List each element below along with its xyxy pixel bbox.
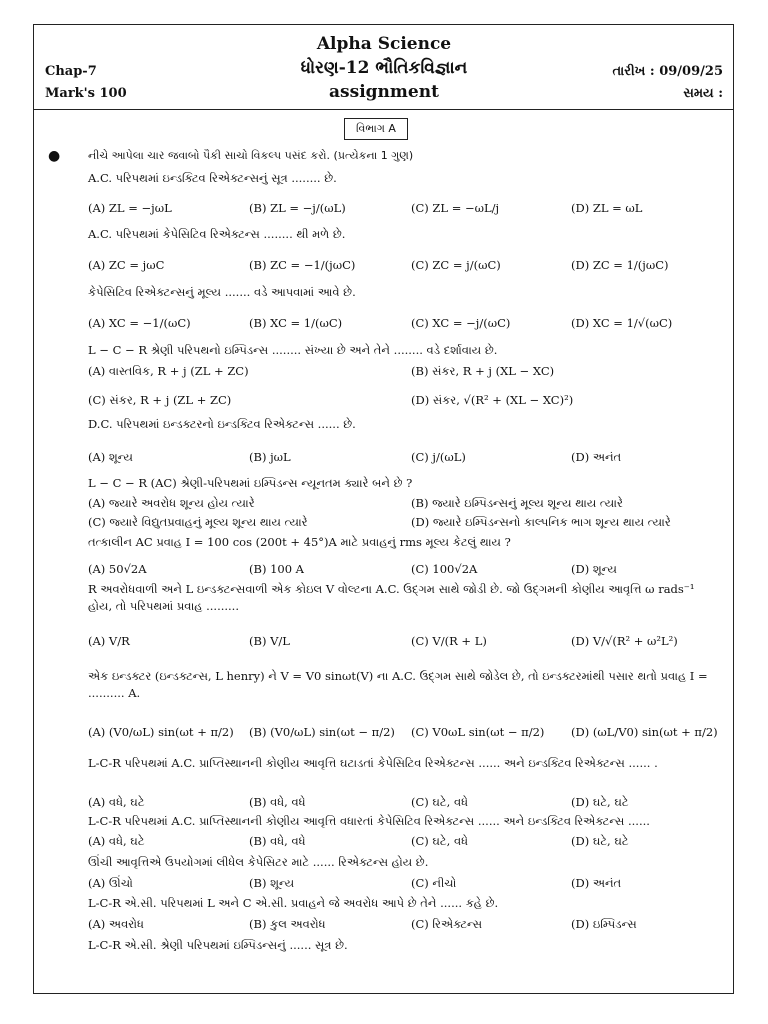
option-a: (A) વાસ્તવિક, R + j (ZL + ZC) bbox=[88, 364, 249, 378]
question-text: R અવરોધવાળી અને L ઇન્ડક્ટન્સવાળી એક કોઇલ V વોલ્ટના A.C. ઉદ્ગમ સાથે જોડી છે. જો ઉદ્ગમની કોણીય આવૃત્તિ ω rads⁻¹ હોય, તો પરિપથમાં પ્રવાહ ......... bbox=[88, 582, 695, 613]
option-a: (A) અવરોધ bbox=[88, 917, 144, 931]
option-c: (C) ઘટે, વધે bbox=[411, 795, 469, 809]
option-a: (A) (V0/ωL) sin(ωt + π/2) bbox=[88, 725, 234, 739]
option-d: (D) શૂન્ય bbox=[571, 562, 617, 576]
option-a: (A) XC = −1/(ωC) bbox=[88, 316, 191, 330]
option-b: (B) ZL = −j/(ωL) bbox=[249, 201, 346, 215]
question-text: L-C-R એ.સી. શ્રેણી પરિપથમાં ઇમ્પિડન્સનું ...... સૂત્ર છે. bbox=[88, 938, 348, 952]
question-text: L-C-R એ.સી. પરિપથમાં L અને C એ.સી. પ્રવાહને જે અવરોધ આપે છે તેને ...... કહે છે. bbox=[88, 896, 499, 910]
option-c: (C) નીચો bbox=[411, 876, 457, 890]
option-c: (C) V/(R + L) bbox=[411, 634, 487, 648]
instruction-text: નીચે આપેલા ચાર જવાબો પૈકી સાચો વિકલ્પ પસંદ કરો. (પ્રત્યેકના 1 ગુણ) bbox=[88, 149, 414, 162]
marks-label: Mark's 100 bbox=[45, 86, 127, 101]
question-text: A.C. પરિપથમાં કેપેસિટિવ રિએક્ટન્સ ........ થી મળે છે. bbox=[88, 227, 346, 241]
bullet-icon: ● bbox=[48, 148, 61, 164]
option-c: (C) ઘટે, વધે bbox=[411, 834, 469, 848]
option-b: (B) (V0/ωL) sin(ωt − π/2) bbox=[249, 725, 395, 739]
option-a: (A) 50√2A bbox=[88, 562, 147, 576]
option-a: (A) વધે, ઘટે bbox=[88, 795, 145, 809]
option-b: (B) કુલ અવરોધ bbox=[249, 917, 326, 931]
question-text: ઊંચી આવૃત્તિએ ઉપયોગમાં લીધેલ કેપેસિટર માટે ...... રિએક્ટન્સ હોય છે. bbox=[88, 855, 429, 869]
option-d: (D) અનંત bbox=[571, 876, 622, 890]
question-text: A.C. પરિપથમાં ઇન્ડક્ટિવ રિએક્ટન્સનું સૂત્ર ........ છે. bbox=[88, 171, 337, 185]
question-text: કેપેસિટિવ રિએક્ટન્સનું મૂલ્ય ....... વડે આપવામાં આવે છે. bbox=[88, 285, 356, 299]
option-a: (A) ઊંચો bbox=[88, 876, 133, 890]
option-d: (D) સંકર, √(R² + (XL − XC)²) bbox=[411, 393, 574, 407]
option-c: (C) ZC = j/(ωC) bbox=[411, 258, 501, 272]
option-b: (B) જ્યારે ઇમ્પિડન્સનું મૂલ્ય શૂન્ય થાય ત્યારે bbox=[411, 496, 623, 510]
option-d: (D) અનંત bbox=[571, 450, 622, 464]
option-c: (C) ZL = −ωL/j bbox=[411, 201, 500, 215]
option-b: (B) ZC = −1/(jωC) bbox=[249, 258, 356, 272]
option-a: (A) શૂન્ય bbox=[88, 450, 133, 464]
option-c: (C) 100√2A bbox=[411, 562, 478, 576]
option-c: (C) રિએક્ટન્સ bbox=[411, 917, 483, 931]
option-d: (D) ZL = ωL bbox=[571, 201, 643, 215]
option-d: (D) (ωL/V0) sin(ωt + π/2) bbox=[571, 725, 718, 739]
option-b: (B) વધે, વધે bbox=[249, 834, 306, 848]
chapter-label: Chap-7 bbox=[45, 64, 97, 79]
subject-title: ધોરણ-12 ભૌતિકવિજ્ઞાન bbox=[300, 58, 468, 78]
option-d: (D) XC = 1/√(ωC) bbox=[571, 316, 673, 330]
option-d: (D) V/√(R² + ω²L²) bbox=[571, 634, 678, 648]
option-b: (B) V/L bbox=[249, 634, 290, 648]
option-c: (C) જ્યારે વિદ્યુતપ્રવાહનું મૂલ્ય શૂન્ય થાય ત્યારે bbox=[88, 515, 308, 529]
option-a: (A) V/R bbox=[88, 634, 130, 648]
question-text: L − C − R શ્રેણી પરિપથનો ઇમ્પિડન્સ ........ સંખ્યા છે અને તેને ........ વડે દર્શાવાય છે. bbox=[88, 343, 498, 357]
section-label: વિભાગ A bbox=[344, 118, 408, 140]
header-divider bbox=[33, 109, 734, 110]
option-d: (D) ZC = 1/(jωC) bbox=[571, 258, 669, 272]
time-label: સમય : bbox=[683, 86, 723, 101]
option-b: (B) 100 A bbox=[249, 562, 304, 576]
option-d: (D) ઇમ્પિડન્સ bbox=[571, 917, 637, 931]
question-text: તત્કાલીન AC પ્રવાહ I = 100 cos (200t + 45°)A માટે પ્રવાહનું rms મૂલ્ય કેટલું થાય ? bbox=[88, 535, 511, 549]
question-text: L-C-R પરિપથમાં A.C. પ્રાપ્તિસ્થાનની કોણીય આવૃત્તિ વધારતાં કેપેસિટિવ રિએક્ટન્સ ...... અને ઇન્ડક્ટિવ રિએક્ટન્સ ...... bbox=[88, 814, 650, 828]
option-d: (D) જ્યારે ઇમ્પિડન્સનો કાલ્પનિક ભાગ શૂન્ય થાય ત્યારે bbox=[411, 515, 671, 529]
question-text: D.C. પરિપથમાં ઇન્ડક્ટરનો ઇન્ડક્ટિવ રિએક્ટન્સ ...... છે. bbox=[88, 417, 356, 431]
school-name: Alpha Science bbox=[316, 34, 452, 54]
option-c: (C) XC = −j/(ωC) bbox=[411, 316, 511, 330]
option-c: (C) સંકર, R + j (ZL + ZC) bbox=[88, 393, 232, 407]
option-d: (D) ઘટે, ઘટે bbox=[571, 834, 629, 848]
option-b: (B) વધે, વધે bbox=[249, 795, 306, 809]
question-text: L-C-R પરિપથમાં A.C. પ્રાપ્તિસ્થાનની કોણીય આવૃત્તિ ઘટાડતાં કેપેસિટિવ રિએક્ટન્સ ...... અને ઇન્ડક્ટિવ રિએક્ટન્સ ...... . bbox=[88, 756, 658, 770]
option-b: (B) સંકર, R + j (XL − XC) bbox=[411, 364, 555, 378]
date-label: તારીખ : 09/09/25 bbox=[612, 64, 723, 79]
option-b: (B) શૂન્ય bbox=[249, 876, 295, 890]
option-c: (C) j/(ωL) bbox=[411, 450, 466, 464]
option-a: (A) ZC = jωC bbox=[88, 258, 165, 272]
option-d: (D) ઘટે, ઘટે bbox=[571, 795, 629, 809]
option-a: (A) ZL = −jωL bbox=[88, 201, 172, 215]
option-a: (A) જ્યારે અવરોધ શૂન્ય હોય ત્યારે bbox=[88, 496, 255, 510]
option-a: (A) વધે, ઘટે bbox=[88, 834, 145, 848]
question-text: L − C − R (AC) શ્રેણી-પરિપથમાં ઇમ્પિડન્સ ન્યૂનતમ ક્યારે બને છે ? bbox=[88, 476, 413, 490]
assignment-title: assignment bbox=[329, 82, 439, 102]
question-text: એક ઇન્ડક્ટર (ઇન્ડક્ટન્સ, L henry) ને V = V0 sinωt(V) ના A.C. ઉદ્ગમ સાથે જોડેલ છે, તો ઇન્ડક્ટરમાંથી પસાર થતો પ્રવાહ I = .......... A. bbox=[88, 669, 708, 700]
option-b: (B) XC = 1/(ωC) bbox=[249, 316, 343, 330]
option-c: (C) V0ωL sin(ωt − π/2) bbox=[411, 725, 545, 739]
option-b: (B) jωL bbox=[249, 450, 291, 464]
